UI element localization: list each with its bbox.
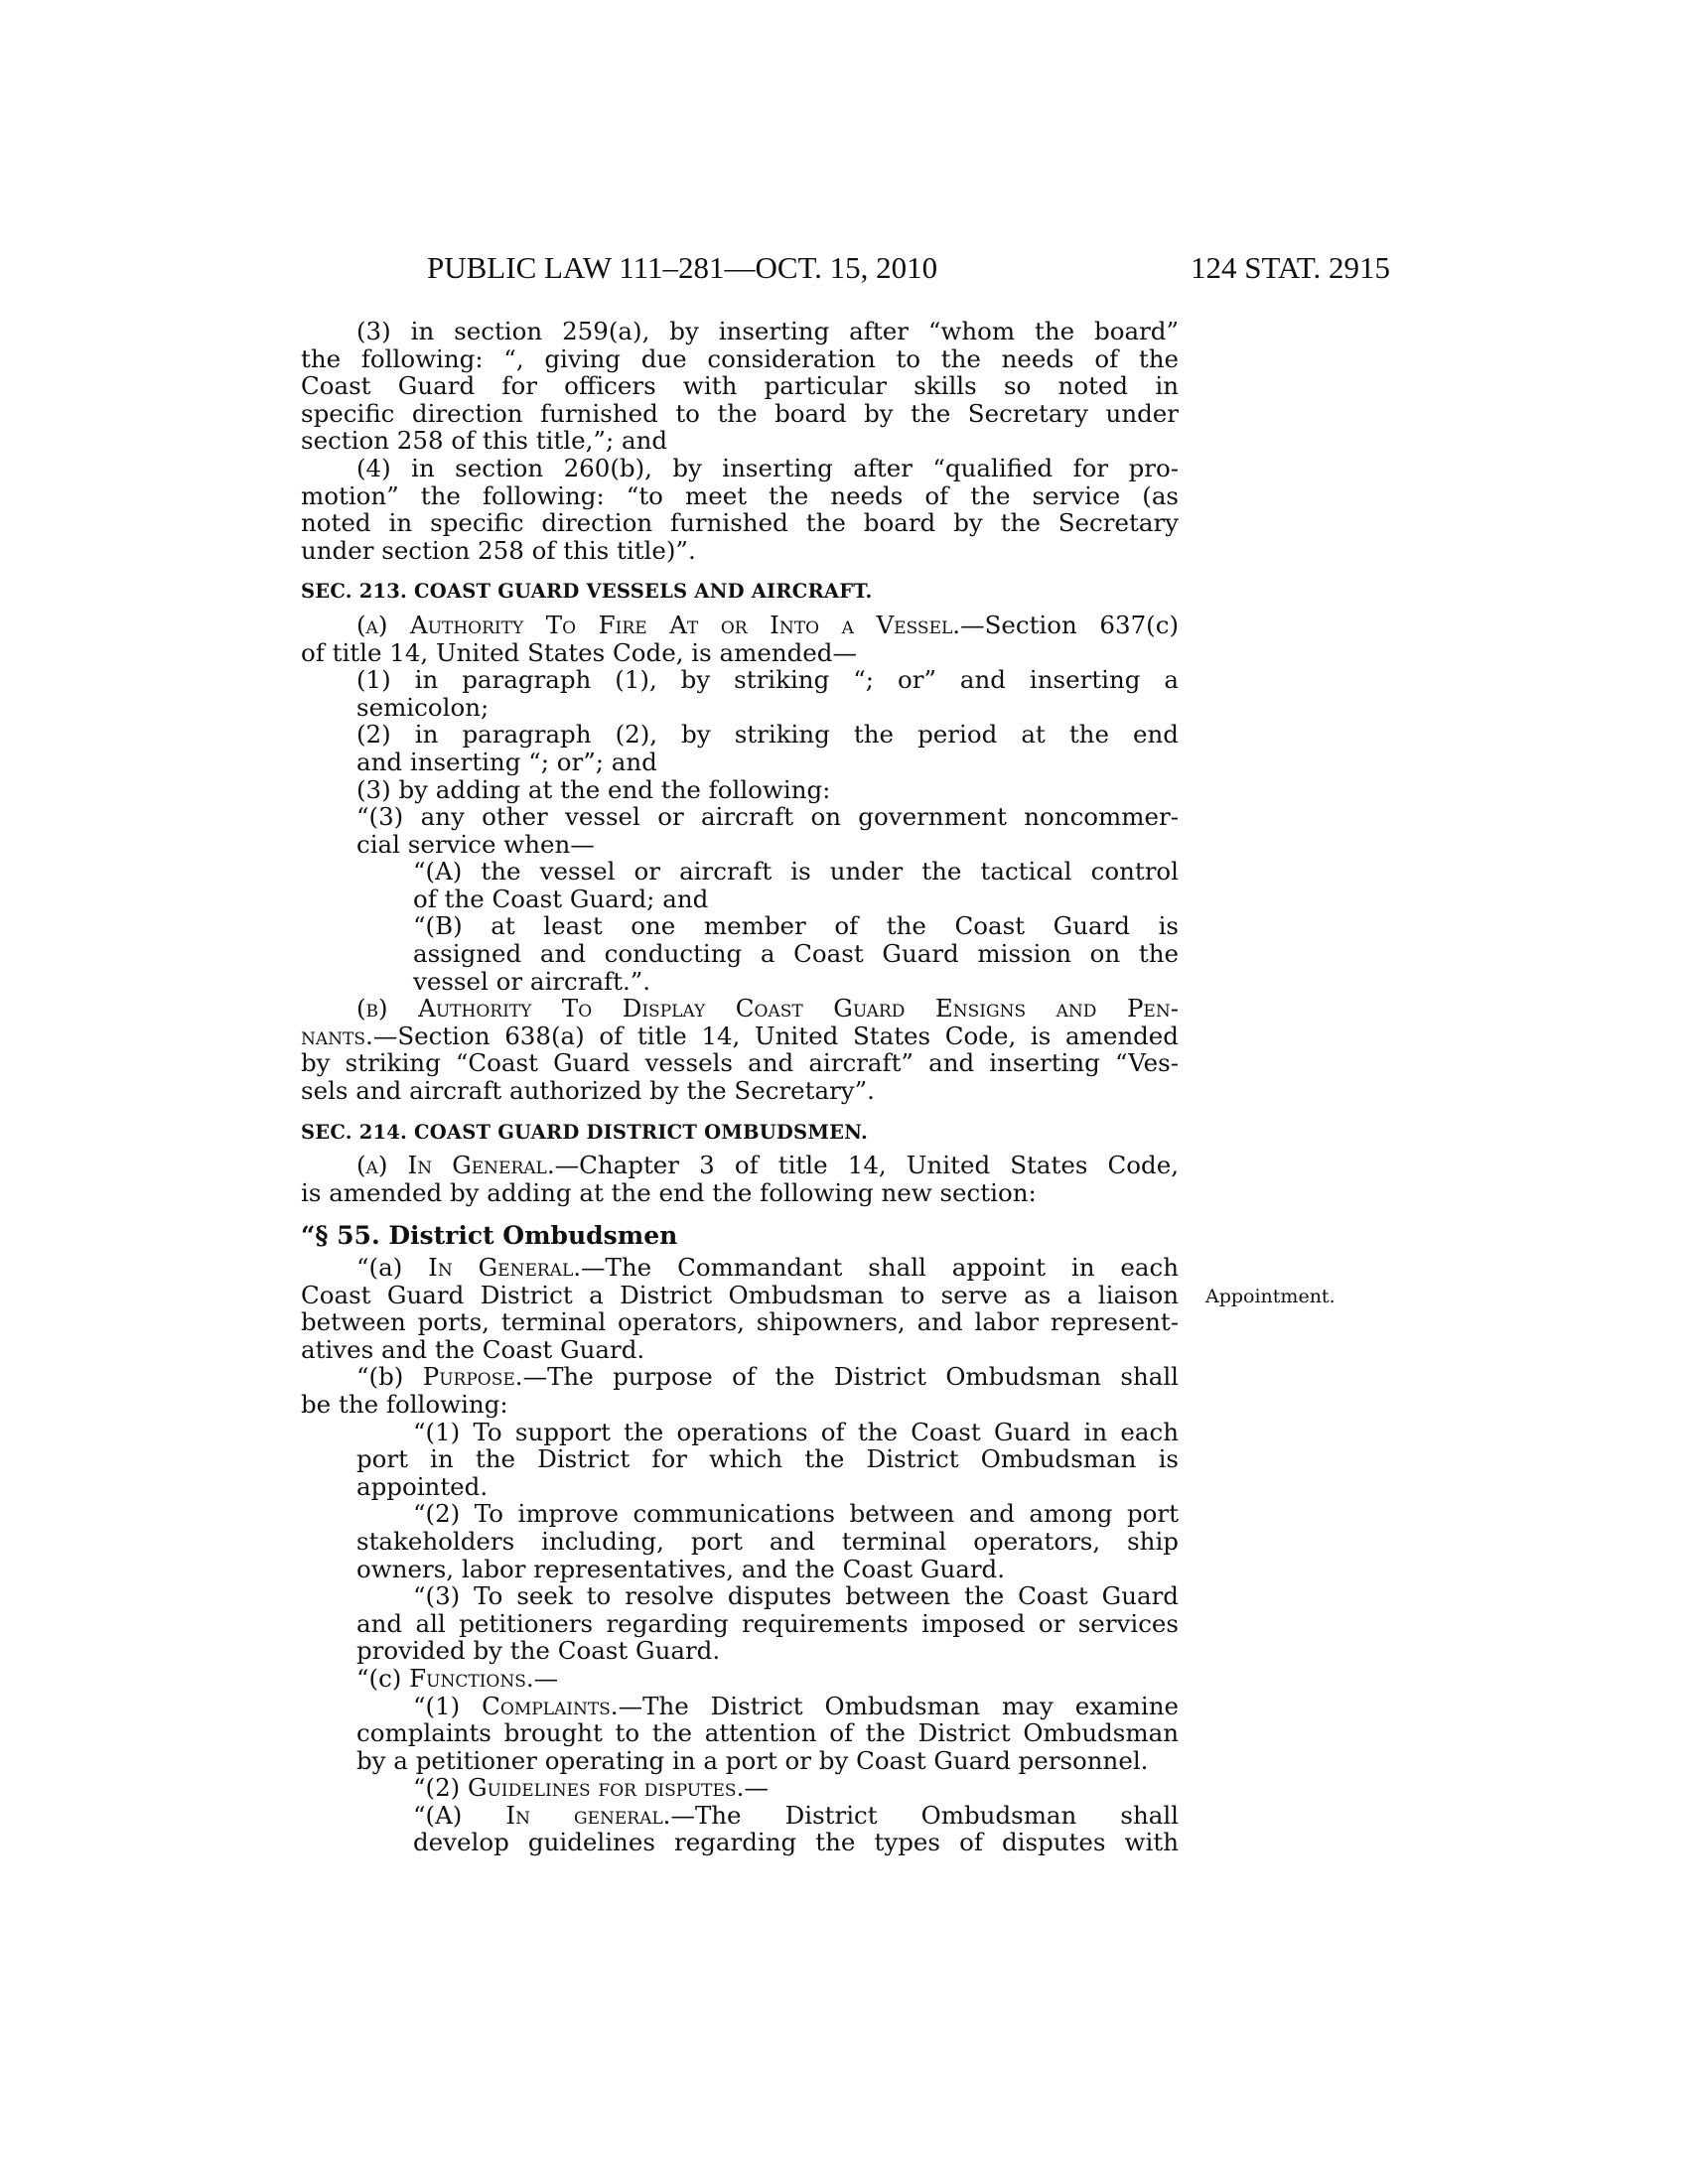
- page-header: [427, 250, 1390, 290]
- text-line: Coast Guard for officers with particular skills so noted in: [301, 371, 1179, 401]
- text-line: section 258 of this title,”; and: [301, 426, 668, 456]
- text-line: appointed.: [356, 1471, 489, 1501]
- text-line: [301, 1254, 1179, 1282]
- text-span: —The Commandant shall appoint in each: [581, 1253, 1179, 1282]
- text-line: under section 258 of this title)”.: [301, 535, 696, 565]
- text-line: [301, 1802, 1179, 1830]
- text-line: (4) in section 260(b), by inserting after “qualified for pro-: [356, 453, 1179, 482]
- text-span: —Section 637(c): [960, 610, 1179, 639]
- text-line: (2) in paragraph (2), by striking the period at the end: [356, 720, 1179, 750]
- subsection-heading: Purpose.: [422, 1362, 523, 1392]
- text-span: —Chapter 3 of title 14, United States Code,: [554, 1151, 1179, 1180]
- text-line: “(B) at least one member of the Coast Guard is: [413, 911, 1179, 941]
- text-line: noted in specific direction furnished the board by the Secretary: [301, 508, 1179, 538]
- text-line: vessel or aircraft.”.: [413, 966, 651, 996]
- subsection-heading: In general.: [505, 1800, 671, 1830]
- subsection-heading: (b) Authority To Display Coast Guard Ensigns and Pen-: [356, 994, 1179, 1024]
- text-line: is amended by adding at the end the following new section:: [301, 1177, 1037, 1207]
- text-span: —The purpose of the District Ombudsman shall: [522, 1362, 1179, 1392]
- text-line: “(A) the vessel or aircraft is under the tactical control: [413, 857, 1179, 887]
- text-line: “(1) To support the operations of the Coast Guard in each: [413, 1417, 1179, 1446]
- text-span: “(a): [356, 1253, 429, 1282]
- text-span: —The District Ombudsman shall: [670, 1800, 1180, 1830]
- section-heading-214: SEC. 214. COAST GUARD DISTRICT OMBUDSMEN.: [301, 1120, 868, 1144]
- text-line: “(3) any other vessel or aircraft on government noncommer-: [356, 802, 1179, 832]
- text-line: develop guidelines regarding the types of disputes with: [413, 1828, 1179, 1857]
- subsection-heading: Functions.: [409, 1663, 534, 1693]
- text-line: “(3) To seek to resolve disputes between the Coast Guard: [413, 1581, 1179, 1611]
- text-line: specific direction furnished to the board by the Secretary under: [301, 398, 1179, 428]
- section-title-55: “§ 55. District Ombudsmen: [301, 1221, 678, 1251]
- text-span: “(1): [413, 1691, 483, 1720]
- text-line: complaints brought to the attention of the District Ombudsman: [356, 1718, 1179, 1748]
- text-line: the following: “, giving due consideration to the needs of the: [301, 343, 1179, 373]
- text-line: [301, 1152, 1179, 1179]
- text-line: provided by the Coast Guard.: [356, 1636, 721, 1666]
- text-line: between ports, terminal operators, shipowners, and labor represent-: [301, 1307, 1179, 1337]
- text-line: sels and aircraft authorized by the Secretary”.: [301, 1076, 875, 1106]
- text-line: (3) in section 259(a), by inserting after “whom the board”: [356, 317, 1179, 345]
- text-span: “(b): [356, 1362, 423, 1392]
- text-line: by striking “Coast Guard vessels and aircraft” and inserting “Ves-: [301, 1048, 1179, 1078]
- subsection-heading: nants.: [301, 1021, 373, 1050]
- text-line: cial service when—: [356, 829, 595, 859]
- text-line: atives and the Coast Guard.: [301, 1334, 645, 1364]
- text-line: [301, 1363, 1179, 1391]
- text-span: “(A): [413, 1800, 506, 1830]
- text-line: Coast Guard District a District Ombudsman to serve as a liaison: [301, 1280, 1179, 1309]
- text-line: motion” the following: “to meet the needs of the service (as: [301, 480, 1179, 510]
- subsection-heading: Guidelines for disputes.: [468, 1773, 745, 1803]
- section-heading-213: SEC. 213. COAST GUARD VESSELS AND AIRCRAFT.: [301, 580, 873, 604]
- text-line: [301, 1693, 1179, 1720]
- text-line: (1) in paragraph (1), by striking “; or” and inserting a: [356, 665, 1179, 695]
- text-line: and inserting “; or”; and: [356, 747, 657, 776]
- subsection-heading: In General.: [428, 1253, 582, 1282]
- text-line: [301, 1774, 1179, 1802]
- text-line: owners, labor representatives, and the Coast Guard.: [356, 1554, 1006, 1583]
- text-line: “(2) To improve communications between and among port: [413, 1499, 1179, 1529]
- text-line: assigned and conducting a Coast Guard mission on the: [413, 939, 1179, 969]
- text-line: be the following:: [301, 1389, 508, 1419]
- text-line: port in the District for which the District Ombudsman is: [356, 1444, 1179, 1474]
- text-span: —: [744, 1773, 769, 1803]
- text-line: semicolon;: [356, 692, 490, 722]
- statute-page-number: 124 STAT. 2915: [1190, 250, 1390, 285]
- text-line: stakeholders including, port and terminal operators, ship: [356, 1526, 1179, 1556]
- subsection-heading: Complaints.: [482, 1691, 619, 1720]
- margin-note-appointment: Appointment.: [1205, 1286, 1336, 1307]
- text-span: —Section 638(a) of title 14, United States Code, is amended: [372, 1021, 1179, 1050]
- text-line: by a petitioner operating in a port or by Coast Guard personnel.: [356, 1745, 1149, 1775]
- text-span: —: [533, 1663, 559, 1693]
- text-line: and all petitioners regarding requirements imposed or services: [356, 1608, 1179, 1638]
- subsection-heading: (a) In General.: [356, 1151, 555, 1180]
- text-span: “(c): [356, 1663, 410, 1693]
- text-line: [301, 1665, 1179, 1693]
- text-span: “(2): [413, 1773, 469, 1803]
- text-line: [301, 612, 1179, 639]
- text-span: —The District Ombudsman may examine: [618, 1691, 1179, 1720]
- text-line: [301, 1023, 1179, 1050]
- text-line: (3) by adding at the end the following:: [356, 774, 831, 804]
- document-body: [301, 318, 1179, 1856]
- text-line: of title 14, United States Code, is amended—: [301, 637, 857, 667]
- text-line: [301, 995, 1179, 1023]
- text-line: of the Coast Guard; and: [413, 884, 709, 913]
- running-head: PUBLIC LAW 111–281—OCT. 15, 2010: [427, 250, 938, 285]
- subsection-heading: (a) Authority To Fire At or Into a Vessel.: [356, 610, 961, 639]
